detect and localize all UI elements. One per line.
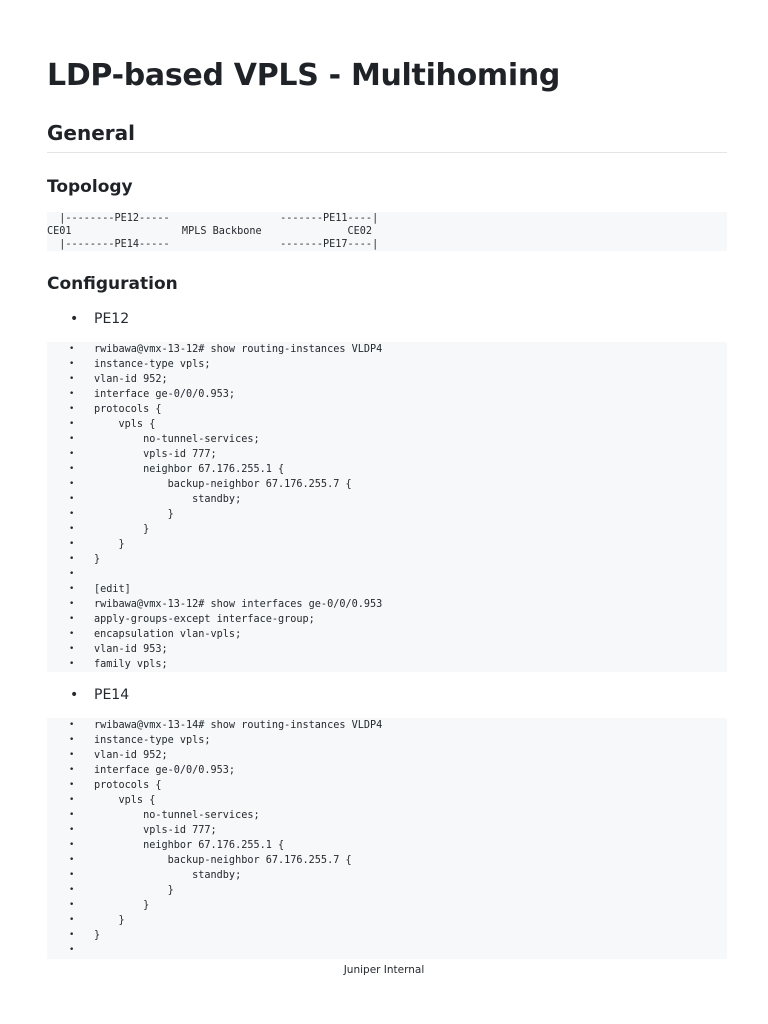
code-line-text: backup-neighbor 67.176.255.7 { — [94, 855, 352, 866]
page-title: LDP-based VPLS - Multihoming — [47, 58, 561, 93]
code-line — [47, 597, 727, 612]
topology-line: |--------PE14----- -------PE17----| — [47, 239, 379, 250]
code-line-text: vlan-id 953; — [94, 644, 168, 655]
code-line — [47, 853, 727, 868]
code-line-text: instance-type vpls; — [94, 359, 211, 370]
code-line — [47, 898, 727, 913]
bullet-icon: • — [69, 449, 75, 459]
code-line-text: interface ge-0/0/0.953; — [94, 765, 236, 776]
bullet-icon: • — [69, 479, 75, 489]
bullet-icon: • — [69, 599, 75, 609]
code-line — [47, 838, 727, 853]
bullet-icon: • — [69, 389, 75, 399]
code-line-text: vlan-id 952; — [94, 750, 168, 761]
bullet-icon: • — [69, 855, 75, 865]
bullet-icon: • — [69, 419, 75, 429]
code-line-text: } — [94, 885, 174, 896]
code-line-text: } — [94, 915, 125, 926]
code-line-text: vpls { — [94, 795, 156, 806]
code-line-text: standby; — [94, 870, 242, 881]
code-line — [47, 823, 727, 838]
code-line — [47, 582, 727, 597]
code-line-text: vpls-id 777; — [94, 449, 217, 460]
topology-code-block — [47, 212, 727, 251]
code-line-text: instance-type vpls; — [94, 735, 211, 746]
pe12-label: PE12 — [94, 311, 130, 327]
code-line-text: } — [94, 930, 101, 941]
code-line — [47, 492, 727, 507]
bullet-icon: • — [69, 554, 75, 564]
bullet-icon: • — [69, 870, 75, 880]
code-line — [47, 913, 727, 928]
code-line — [47, 808, 727, 823]
code-line-text: no-tunnel-services; — [94, 434, 260, 445]
bullet-icon: • — [69, 900, 75, 910]
code-line-text: family vpls; — [94, 659, 168, 670]
code-line-text: rwibawa@vmx-13-14# show routing-instances VLDP4 — [94, 720, 383, 731]
section-heading-configuration: Configuration — [47, 274, 178, 294]
code-line-text: } — [94, 900, 150, 911]
bullet-icon: • — [69, 524, 75, 534]
footer-classification: Juniper Internal — [343, 964, 425, 976]
bullet-icon: • — [69, 915, 75, 925]
code-line — [47, 552, 727, 567]
bullet-icon: • — [69, 810, 75, 820]
code-line — [47, 342, 727, 357]
code-line — [47, 763, 727, 778]
bullet-icon: • — [69, 945, 75, 955]
code-line-text: interface ge-0/0/0.953; — [94, 389, 236, 400]
code-line-text: vpls { — [94, 419, 156, 430]
bullet-icon: • — [69, 750, 75, 760]
code-line-text: no-tunnel-services; — [94, 810, 260, 821]
code-line-text: vpls-id 777; — [94, 825, 217, 836]
section-heading-topology: Topology — [47, 177, 133, 197]
code-line — [47, 447, 727, 462]
code-line — [47, 883, 727, 898]
code-line-text: rwibawa@vmx-13-12# show routing-instances VLDP4 — [94, 344, 383, 355]
code-line — [47, 522, 727, 537]
bullet-icon: • — [69, 344, 75, 354]
bullet-icon: • — [69, 404, 75, 414]
topology-line: |--------PE12----- -------PE11----| — [47, 213, 379, 224]
code-line — [47, 868, 727, 883]
code-line — [47, 733, 727, 748]
code-line — [47, 402, 727, 417]
code-line — [47, 432, 727, 447]
code-line-text: } — [94, 554, 101, 565]
code-line-text: standby; — [94, 494, 242, 505]
pe14-label: PE14 — [94, 687, 130, 703]
code-line — [47, 928, 727, 943]
code-line — [47, 477, 727, 492]
code-line-text: rwibawa@vmx-13-12# show interfaces ge-0/0/0.953 — [94, 599, 383, 610]
code-line — [47, 778, 727, 793]
code-line-text: protocols { — [94, 780, 162, 791]
code-line — [47, 657, 727, 672]
bullet-icon: • — [70, 687, 79, 703]
code-line-text: backup-neighbor 67.176.255.7 { — [94, 479, 352, 490]
pe12-code-block — [47, 342, 727, 672]
pe12-config-lines — [47, 342, 727, 672]
bullet-icon: • — [69, 494, 75, 504]
bullet-icon: • — [69, 569, 75, 579]
bullet-icon: • — [69, 720, 75, 730]
code-line — [47, 462, 727, 477]
code-line — [47, 537, 727, 552]
bullet-icon: • — [69, 374, 75, 384]
code-line-text: neighbor 67.176.255.1 { — [94, 840, 285, 851]
code-line — [47, 372, 727, 387]
code-line — [47, 793, 727, 808]
code-line-text: protocols { — [94, 404, 162, 415]
code-line-text: neighbor 67.176.255.1 { — [94, 464, 285, 475]
code-line — [47, 417, 727, 432]
topology-line: CE01 MPLS Backbone CE02 — [47, 226, 373, 237]
code-line — [47, 718, 727, 733]
code-line — [47, 943, 727, 958]
bullet-icon: • — [70, 311, 79, 327]
heading-divider — [47, 152, 727, 153]
bullet-icon: • — [69, 509, 75, 519]
code-line — [47, 627, 727, 642]
bullet-icon: • — [69, 825, 75, 835]
code-line-text: } — [94, 509, 174, 520]
bullet-icon: • — [69, 584, 75, 594]
code-line-text: encapsulation vlan-vpls; — [94, 629, 242, 640]
bullet-icon: • — [69, 659, 75, 669]
code-line — [47, 357, 727, 372]
code-line — [47, 387, 727, 402]
code-line-text: } — [94, 539, 125, 550]
code-line — [47, 612, 727, 627]
topology-diagram-text — [47, 212, 727, 251]
bullet-icon: • — [69, 840, 75, 850]
code-line-text: apply-groups-except interface-group; — [94, 614, 315, 625]
code-line — [47, 642, 727, 657]
bullet-icon: • — [69, 930, 75, 940]
bullet-icon: • — [69, 644, 75, 654]
bullet-icon: • — [69, 735, 75, 745]
bullet-icon: • — [69, 629, 75, 639]
bullet-icon: • — [69, 795, 75, 805]
code-line-text: vlan-id 952; — [94, 374, 168, 385]
bullet-icon: • — [69, 765, 75, 775]
code-line — [47, 748, 727, 763]
bullet-icon: • — [69, 614, 75, 624]
pe14-code-block — [47, 718, 727, 959]
code-line-text: [edit] — [94, 584, 131, 595]
bullet-icon: • — [69, 464, 75, 474]
bullet-icon: • — [69, 539, 75, 549]
code-line — [47, 507, 727, 522]
bullet-icon: • — [69, 780, 75, 790]
code-line-text: } — [94, 524, 150, 535]
bullet-icon: • — [69, 885, 75, 895]
bullet-icon: • — [69, 434, 75, 444]
bullet-icon: • — [69, 359, 75, 369]
pe14-config-lines — [47, 718, 727, 958]
code-line — [47, 567, 727, 582]
section-heading-general: General — [47, 121, 135, 145]
